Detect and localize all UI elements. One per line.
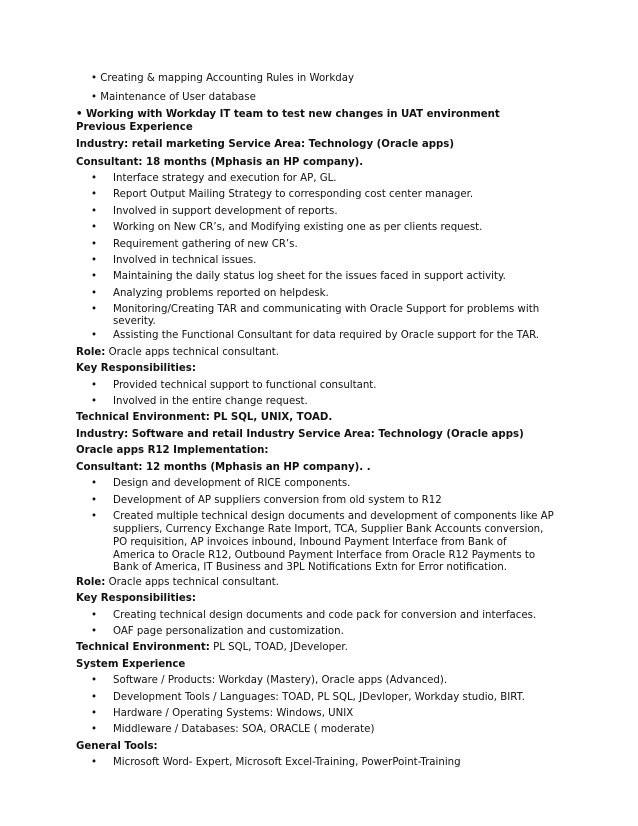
list-item: Software / Products: Workday (Mastery), Oracle apps (Advanced).: [113, 675, 448, 686]
list-bullet: •: [91, 692, 98, 703]
list-item: Monitoring/Creating TAR and communicating with Oracle Support for problems with: [113, 304, 540, 315]
list-bullet: •: [91, 724, 98, 735]
field-label: Technical Environment:: [76, 642, 210, 653]
list-bullet: •: [91, 675, 98, 686]
list-bullet: •: [91, 206, 98, 217]
section-heading: General Tools:: [76, 741, 158, 752]
section-heading: Key Responsibilities:: [76, 593, 196, 604]
list-item: Maintaining the daily status log sheet for the issues faced in support activity.: [113, 271, 506, 282]
text-line: severity.: [113, 316, 156, 327]
text-line: [76, 576, 279, 589]
list-item: Involved in technical issues.: [113, 255, 257, 266]
field-label: Role:: [76, 577, 106, 588]
section-heading: • Working with Workday IT team to test new changes in UAT environment: [76, 109, 500, 120]
field-label: Role:: [76, 347, 106, 358]
section-heading: Industry: Software and retail Industry Service Area: Technology (Oracle apps): [76, 429, 524, 440]
list-bullet: •: [91, 495, 98, 506]
list-item: Hardware / Operating Systems: Windows, UNIX: [113, 708, 354, 719]
list-item: Development of AP suppliers conversion from old system to R12: [113, 495, 442, 506]
section-heading: Key Responsibilities:: [76, 363, 196, 374]
list-bullet: •: [91, 189, 98, 200]
list-bullet: •: [91, 330, 98, 341]
field-value: Oracle apps technical consultant.: [105, 347, 280, 358]
list-bullet: •: [91, 626, 98, 637]
list-item: Creating technical design documents and code pack for conversion and interfaces.: [113, 610, 537, 621]
list-bullet: •: [91, 708, 98, 719]
list-item: Analyzing problems reported on helpdesk.: [113, 288, 329, 299]
section-heading: Consultant: 12 months (Mphasis an HP company). .: [76, 462, 371, 473]
list-bullet: •: [91, 255, 98, 266]
list-item: Involved in the entire change request.: [113, 396, 308, 407]
list-bullet: •: [91, 610, 98, 621]
list-bullet: •: [91, 173, 98, 184]
list-item: Involved in support development of reports.: [113, 206, 338, 217]
field-label: Industry:: [76, 139, 129, 150]
text-line: suppliers, Currency Exchange Rate Import, TCA, Supplier Bank Accounts conversion,: [113, 524, 544, 535]
list-item: Created multiple technical design documents and development of components like AP: [113, 511, 554, 522]
text-line: [76, 346, 279, 359]
list-bullet: •: [91, 304, 98, 315]
section-heading: System Experience: [76, 659, 186, 670]
text-line: America to Oracle R12, Outbound Payment Interface from Oracle R12 Payments to: [113, 550, 536, 561]
list-bullet: •: [91, 396, 98, 407]
text-line: Bank of America, IT Business and 3PL Notifications Extn for Error notification.: [113, 562, 507, 573]
list-bullet: •: [91, 222, 98, 233]
section-heading: Technical Environment: PL SQL, UNIX, TOAD.: [76, 412, 333, 423]
text-line: • Maintenance of User database: [91, 92, 256, 103]
text-line: • Creating & mapping Accounting Rules in Workday: [91, 73, 355, 84]
list-bullet: •: [91, 271, 98, 282]
list-item: Microsoft Word- Expert, Microsoft Excel-Training, PowerPoint-Training: [113, 757, 461, 768]
list-bullet: •: [91, 511, 98, 522]
section-heading: Previous Experience: [76, 122, 193, 133]
section-heading: Consultant: 18 months (Mphasis an HP company).: [76, 157, 364, 168]
list-item: Design and development of RICE components.: [113, 478, 351, 489]
field-value: Oracle apps technical consultant.: [105, 577, 280, 588]
list-bullet: •: [91, 380, 98, 391]
list-bullet: •: [91, 478, 98, 489]
list-item: Report Output Mailing Strategy to corresponding cost center manager.: [113, 189, 474, 200]
field-value: PL SQL, TOAD, JDeveloper.: [209, 642, 348, 653]
list-item: Provided technical support to functional consultant.: [113, 380, 377, 391]
section-heading: [76, 138, 454, 151]
list-item: Middleware / Databases: SOA, ORACLE ( moderate): [113, 724, 375, 735]
list-item: Interface strategy and execution for AP, GL.: [113, 173, 337, 184]
list-bullet: •: [91, 757, 98, 768]
list-bullet: •: [91, 288, 98, 299]
text-line: [76, 641, 348, 654]
list-item: Working on New CR’s, and Modifying existing one as per clients request.: [113, 222, 483, 233]
list-bullet: •: [91, 239, 98, 250]
list-item: Development Tools / Languages: TOAD, PL SQL, JDevloper, Workday studio, BIRT.: [113, 692, 525, 703]
section-heading: Oracle apps R12 Implementation:: [76, 445, 269, 456]
list-item: Assisting the Functional Consultant for data required by Oracle support for the TAR.: [113, 330, 540, 341]
list-item: OAF page personalization and customization.: [113, 626, 344, 637]
list-item: Requirement gathering of new CR’s.: [113, 239, 298, 250]
text-line: PO requisition, AP invoices inbound, Inbound Payment Interface from Bank of: [113, 537, 507, 548]
field-value: retail marketing Service Area: Technology (Oracle apps): [128, 139, 455, 150]
